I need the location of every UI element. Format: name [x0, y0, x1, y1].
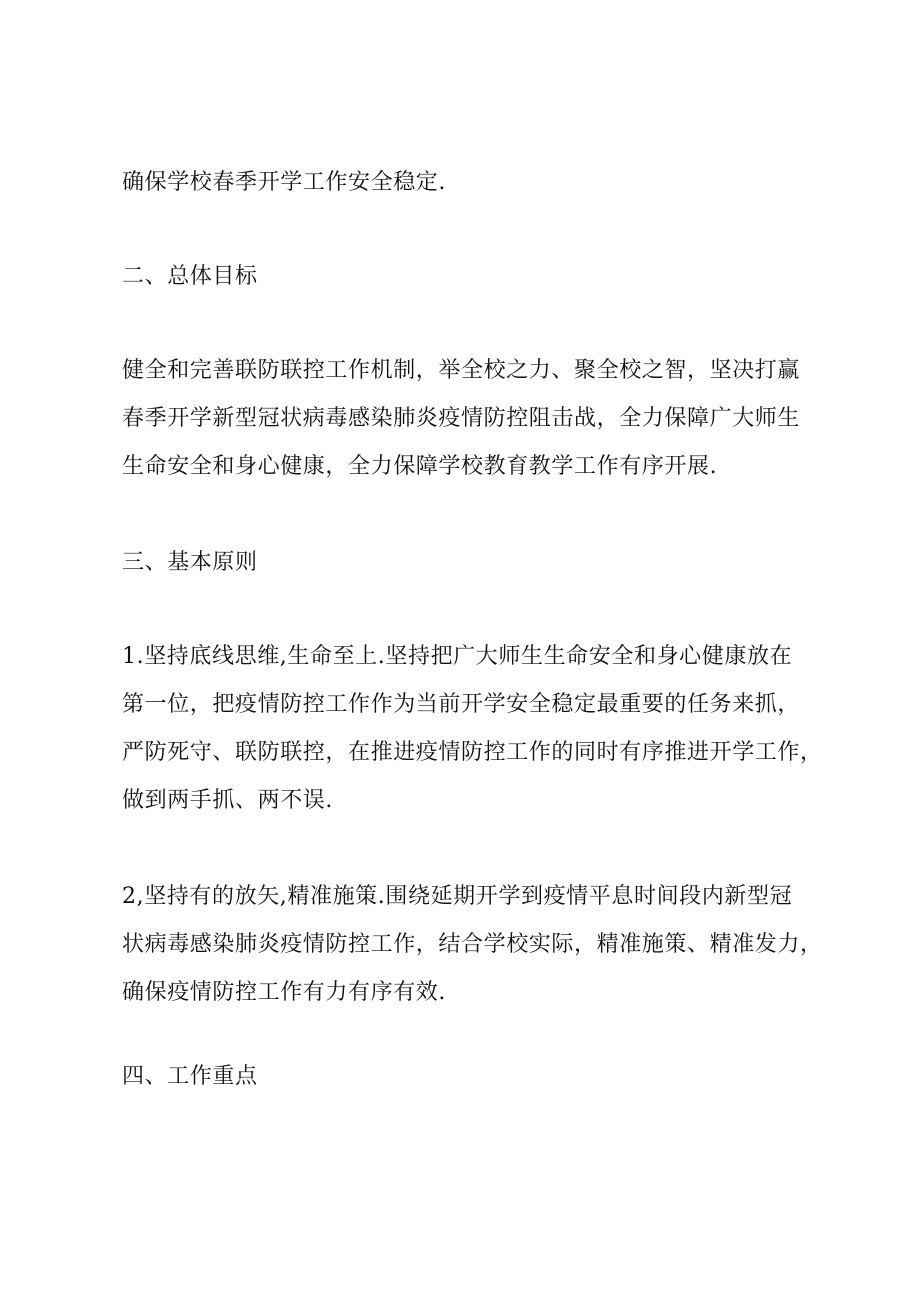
section-heading-overall-goal: 二、总体目标 — [122, 264, 258, 289]
body-text-line: 状病毒感染肺炎疫情防控工作，结合学校实际，精准施策、精准发力， — [122, 932, 823, 957]
section-heading-basic-principles: 三、基本原则 — [122, 550, 258, 575]
body-text-line: 严防死守、联防联控，在推进疫情防控工作的同时有序推进开学工作， — [122, 740, 823, 765]
body-text-line: 2,坚持有的放矢,精准施策.围绕延期开学到疫情平息时间段内新型冠 — [122, 884, 793, 909]
body-text-line: 春季开学新型冠状病毒感染肺炎疫情防控阻击战，全力保障广大师生 — [122, 406, 801, 431]
section-heading-work-focus: 四、工作重点 — [122, 1064, 258, 1089]
body-text-line: 第一位，把疫情防控工作作为当前开学安全稳定最重要的任务来抓， — [122, 692, 801, 717]
body-text-line: 确保疫情防控工作有力有序有效. — [122, 980, 446, 1005]
body-text-line: 确保学校春季开学工作安全稳定. — [122, 170, 446, 195]
body-text-line: 做到两手抓、两不误. — [122, 788, 333, 813]
body-text-line: 生命安全和身心健康，全力保障学校教育教学工作有序开展. — [122, 454, 718, 479]
body-text-line: 健全和完善联防联控工作机制，举全校之力、聚全校之智，坚决打赢 — [122, 358, 801, 383]
body-text-line: 1.坚持底线思维,生命至上.坚持把广大师生生命安全和身心健康放在 — [122, 644, 793, 669]
